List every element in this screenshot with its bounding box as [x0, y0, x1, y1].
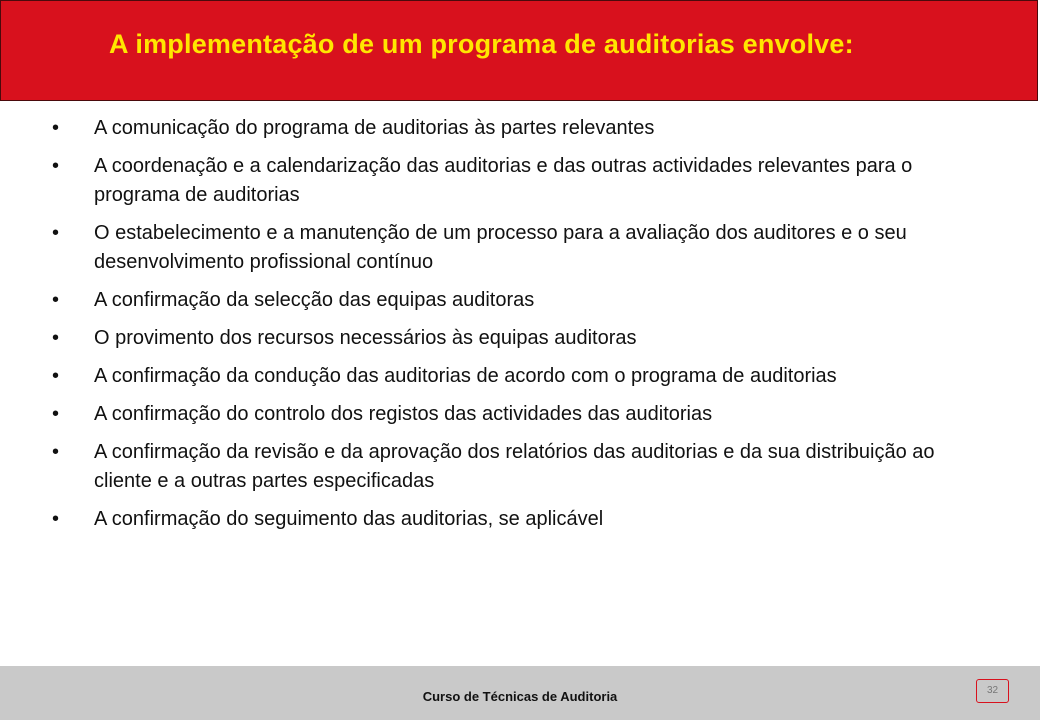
slide-header [0, 0, 1038, 101]
bullet-item [52, 219, 982, 277]
bullet-item [52, 400, 982, 429]
bullet-dot: • [52, 327, 60, 349]
bullet-text: A confirmação do controlo dos registos das actividades das auditorias [94, 403, 713, 425]
slide-title: A implementação de um programa de auditorias envolve: [109, 29, 854, 59]
bullet-dot: • [52, 441, 60, 463]
bullet-item [52, 438, 982, 496]
bullet-list [52, 114, 982, 543]
bullet-text: A confirmação da revisão e da aprovação dos relatórios das auditorias e da sua distribuição ao cliente e a outras partes especificadas [94, 441, 935, 492]
bullet-dot: • [52, 403, 60, 425]
bullet-item [52, 114, 982, 143]
bullet-item [52, 152, 982, 210]
bullet-item [52, 324, 982, 353]
bullet-dot: • [52, 289, 60, 311]
slide-footer [0, 666, 1040, 720]
bullet-text: O provimento dos recursos necessários às equipas auditoras [94, 327, 637, 349]
bullet-text: A confirmação do seguimento das auditorias, se aplicável [94, 508, 604, 530]
bullet-item [52, 286, 982, 315]
bullet-item [52, 362, 982, 391]
footer-course-name: Curso de Técnicas de Auditoria [422, 689, 618, 704]
bullet-text: A comunicação do programa de auditorias às partes relevantes [94, 117, 655, 139]
bullet-dot: • [52, 117, 60, 139]
bullet-dot: • [52, 365, 60, 387]
bullet-dot: • [52, 222, 60, 244]
bullet-dot: • [52, 508, 60, 530]
bullet-item [52, 505, 982, 534]
bullet-text: O estabelecimento e a manutenção de um processo para a avaliação dos auditores e o seu desenvolvimento profissional contínuo [94, 222, 907, 273]
bullet-text: A confirmação da selecção das equipas auditoras [94, 289, 535, 311]
page-number-badge: 32 [976, 679, 1009, 703]
bullet-dot: • [52, 155, 60, 177]
bullet-text: A coordenação e a calendarização das auditorias e das outras actividades relevantes para o programa de auditorias [94, 155, 913, 206]
bullet-text: A confirmação da condução das auditorias de acordo com o programa de auditorias [94, 365, 837, 387]
